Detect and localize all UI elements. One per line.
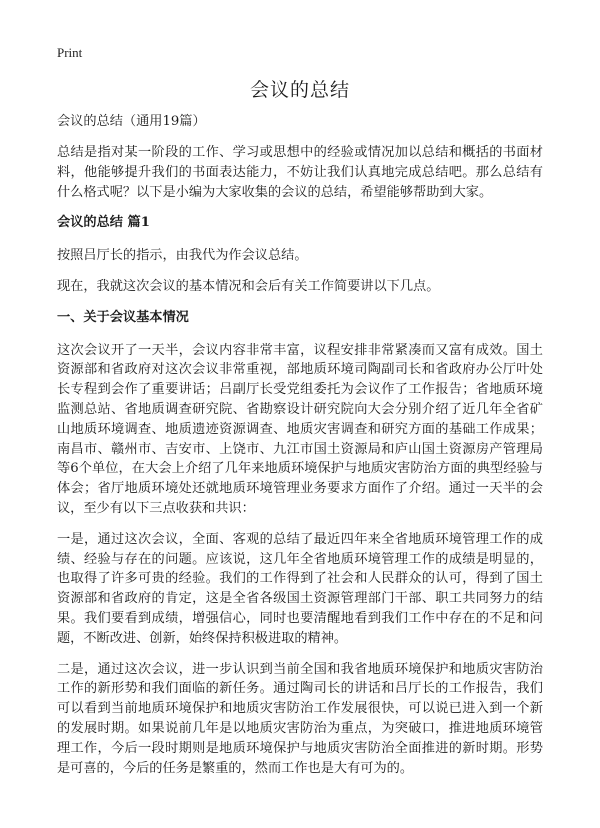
paragraph-4: 一是，通过这次会议，全面、客观的总结了最近四年来全省地质环境管理工作的成绩、经验与存在的问题。应该说，这几年全省地质环境管理工作的成绩是明显的，也取得了许多可贵的经验。我们的工作得到了社会和人民群众的认可，得到了国土资源部和省政府的肯定，这是全省各级国土资源管理部门干部、职工共同努力的结果。我们要看到成绩，增强信心，同时也要清醒地看到我们工作中存在的不足和问题，不断改进、创新，始终保持积极进取的精神。: [57, 531, 543, 646]
intro-paragraph: 总结是指对某一阶段的工作、学习或思想中的经验或情况加以总结和概括的书面材料，他能够提升我们的书面表达能力，不妨让我们认真地完成总结吧。那么总结有什么格式呢？以下是小编为大家收集的会议的总结，希望能够帮助到大家。: [57, 145, 543, 200]
paragraph-2: 现在，我就这次会议的基本情况和会后有关工作简要讲以下几点。: [57, 278, 440, 294]
paragraph-5: 二是，通过这次会议，进一步认识到当前全国和我省地质环境保护和地质灾害防治工作的新形势和我们面临的新任务。通过陶司长的讲话和吕厅长的工作报告，我们可以看到当前地质环境保护和地质灾害防治工作发展很快，可以说已进入到一个新的发展时期。如果说前几年是以地质灾害防治为重点，为突破口，推进地质环境管理工作，今后一段时期则是地质环境保护与地质灾害防治全面推进的新时期。形势是可喜的，今后的任务是繁重的，然而工作也是大有可为的。: [57, 661, 543, 776]
paragraph-3: 这次会议开了一天半，会议内容非常丰富，议程安排非常紧凑而又富有成效。国土资源部和省政府对这次会议非常重视，部地质环境司陶副司长和省政府办公厅叶处长专程到会作了重要讲话；吕副厅长受党组委托为会议作了工作报告；省地质环境监测总站、省地质调查研究院、省勘察设计研究院向大会分别介绍了近几年全省矿山地质环境调查、地质遗迹资源调查、地质灾害调查和研究方面的基础工作成果；南昌市、赣州市、吉安市、上饶市、九江市国土资源局和庐山国土资源房产管理局等6个单位，在大会上介绍了几年来地质环境保护与地质灾害防治方面的典型经验与体会；省厅地质环境处还就地质环境管理业务要求方面作了介绍。通过一天半的会议，至少有以下三点收获和共识：: [57, 342, 543, 516]
section-title: 会议的总结 篇1: [57, 215, 150, 231]
heading-1: 一、关于会议基本情况: [57, 309, 189, 325]
document-subtitle: 会议的总结（通用19篇）: [57, 114, 206, 129]
page-title: 会议的总结: [249, 79, 350, 101]
print-link[interactable]: Print: [57, 45, 83, 60]
paragraph-1: 按照吕厅长的指示，由我代为作会议总结。: [57, 248, 308, 264]
